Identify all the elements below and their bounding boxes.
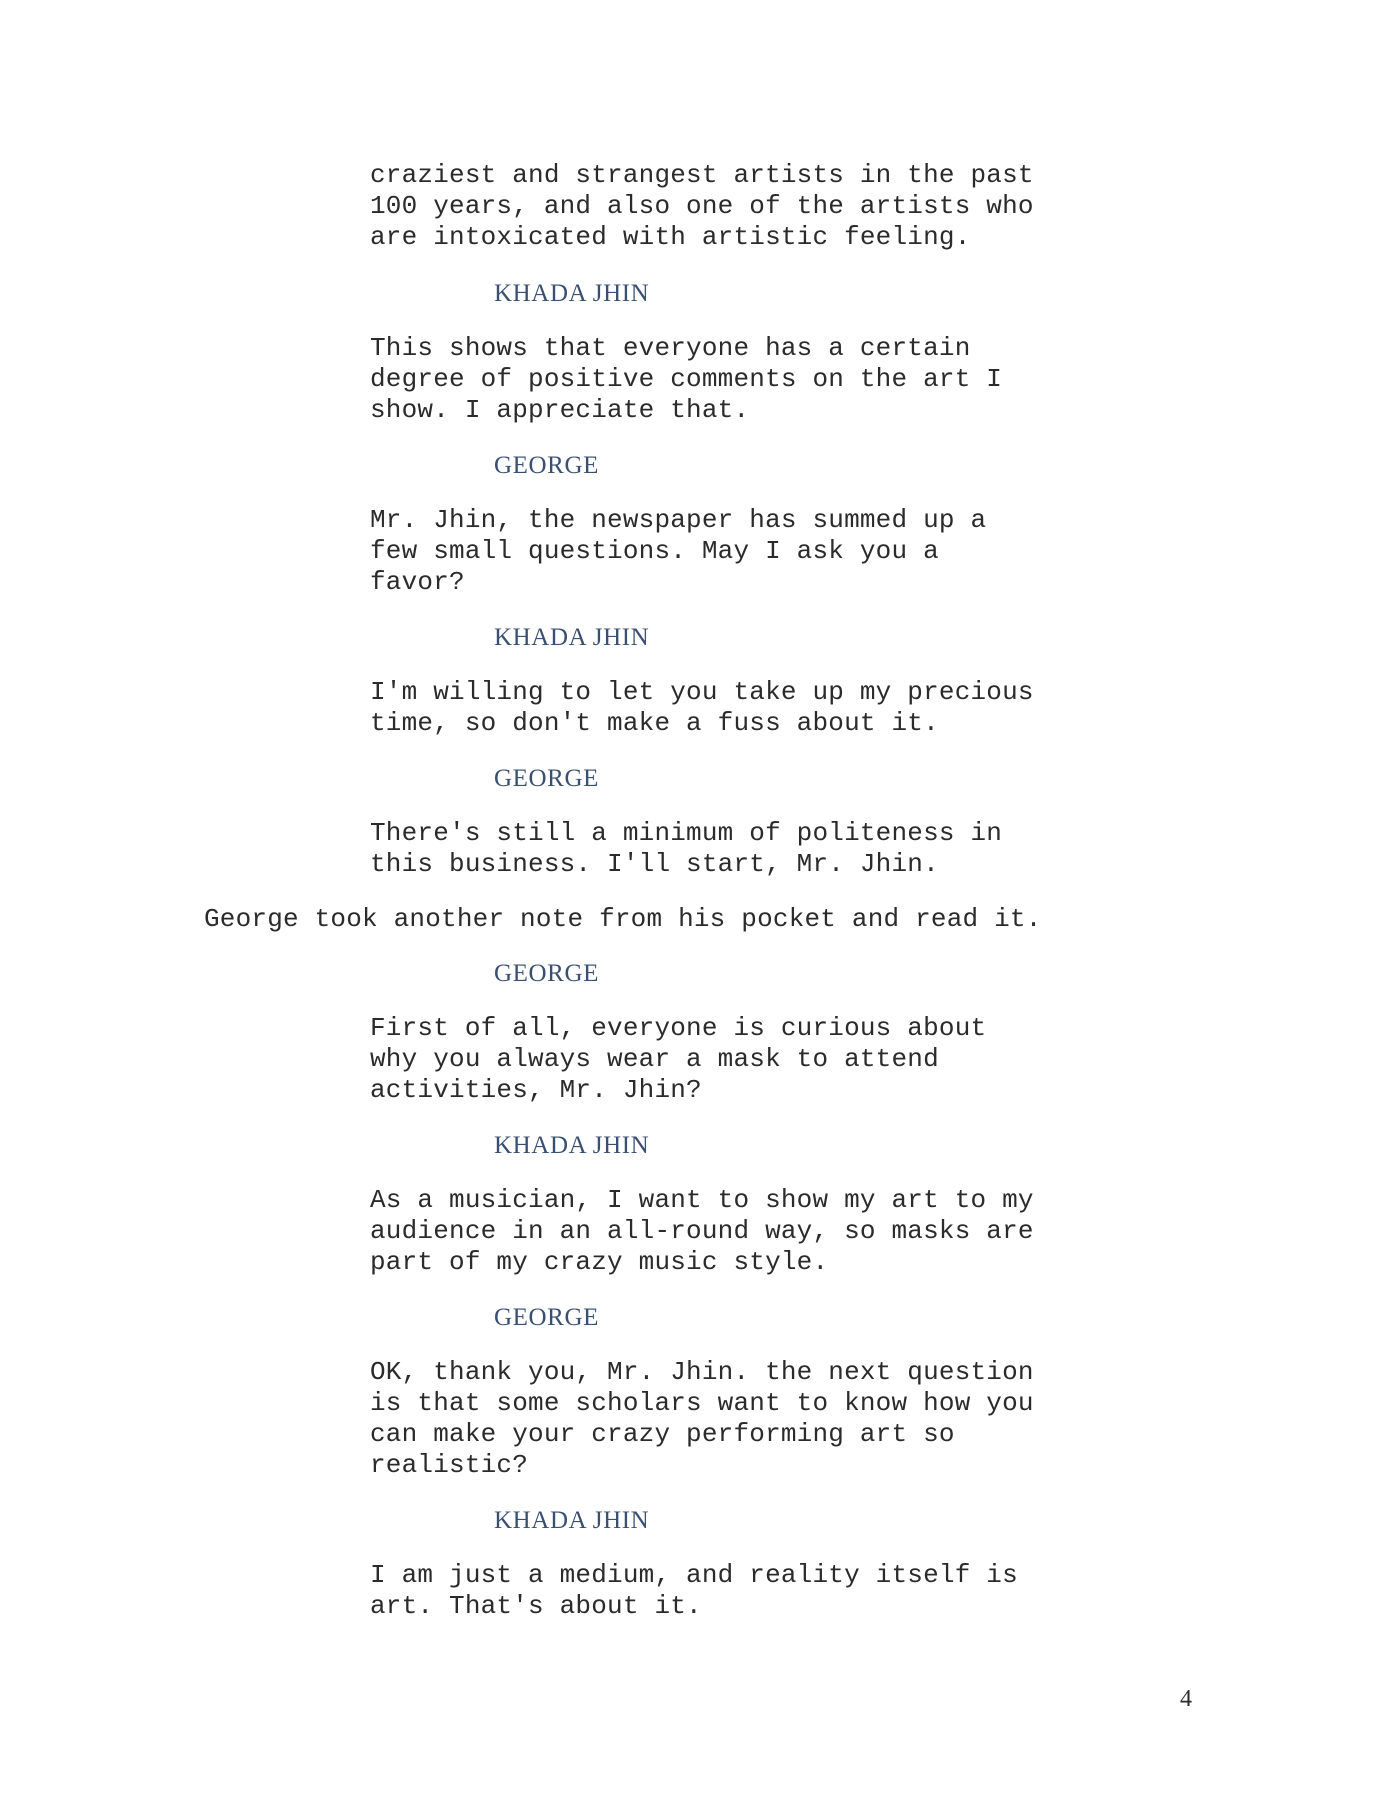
dialogue-line: As a musician, I want to show my art to my <box>370 1185 1034 1215</box>
dialogue-line: degree of positive comments on the art I <box>370 364 1003 394</box>
dialogue-line: Mr. Jhin, the newspaper has summed up a <box>370 505 987 535</box>
dialogue-line: few small questions. May I ask you a <box>370 536 939 566</box>
dialogue-line: time, so don't make a fuss about it. <box>370 708 939 738</box>
dialogue-line: can make your crazy performing art so <box>370 1419 955 1449</box>
dialogue-line: why you always wear a mask to attend <box>370 1044 939 1074</box>
dialogue-line: favor? <box>370 567 465 597</box>
dialogue-line: realistic? <box>370 1450 529 1480</box>
character-name: GEORGE <box>494 1304 599 1331</box>
dialogue-line: 100 years, and also one of the artists who <box>370 191 1034 221</box>
dialogue-line: I'm willing to let you take up my precious <box>370 677 1034 707</box>
dialogue-line: activities, Mr. Jhin? <box>370 1075 702 1105</box>
dialogue-line: this business. I'll start, Mr. Jhin. <box>370 849 939 879</box>
character-name: KHADA JHIN <box>494 624 650 651</box>
page-number: 4 <box>1180 1686 1192 1712</box>
character-name: GEORGE <box>494 765 599 792</box>
dialogue-line: I am just a medium, and reality itself is <box>370 1560 1018 1590</box>
dialogue-line: are intoxicated with artistic feeling. <box>370 222 971 252</box>
action-line: George took another note from his pocket and read it. <box>204 904 1042 934</box>
character-name: KHADA JHIN <box>494 280 650 307</box>
dialogue-line: OK, thank you, Mr. Jhin. the next question <box>370 1357 1034 1387</box>
character-name: GEORGE <box>494 452 599 479</box>
dialogue-line: art. That's about it. <box>370 1591 702 1621</box>
dialogue-line: part of my crazy music style. <box>370 1247 829 1277</box>
dialogue-line: There's still a minimum of politeness in <box>370 818 1003 848</box>
dialogue-line: is that some scholars want to know how you <box>370 1388 1034 1418</box>
dialogue-line: This shows that everyone has a certain <box>370 333 971 363</box>
character-name: KHADA JHIN <box>494 1507 650 1534</box>
dialogue-line: First of all, everyone is curious about <box>370 1013 987 1043</box>
dialogue-line: show. I appreciate that. <box>370 395 750 425</box>
dialogue-line: audience in an all-round way, so masks are <box>370 1216 1034 1246</box>
character-name: GEORGE <box>494 960 599 987</box>
character-name: KHADA JHIN <box>494 1132 650 1159</box>
dialogue-line: craziest and strangest artists in the past <box>370 160 1034 190</box>
